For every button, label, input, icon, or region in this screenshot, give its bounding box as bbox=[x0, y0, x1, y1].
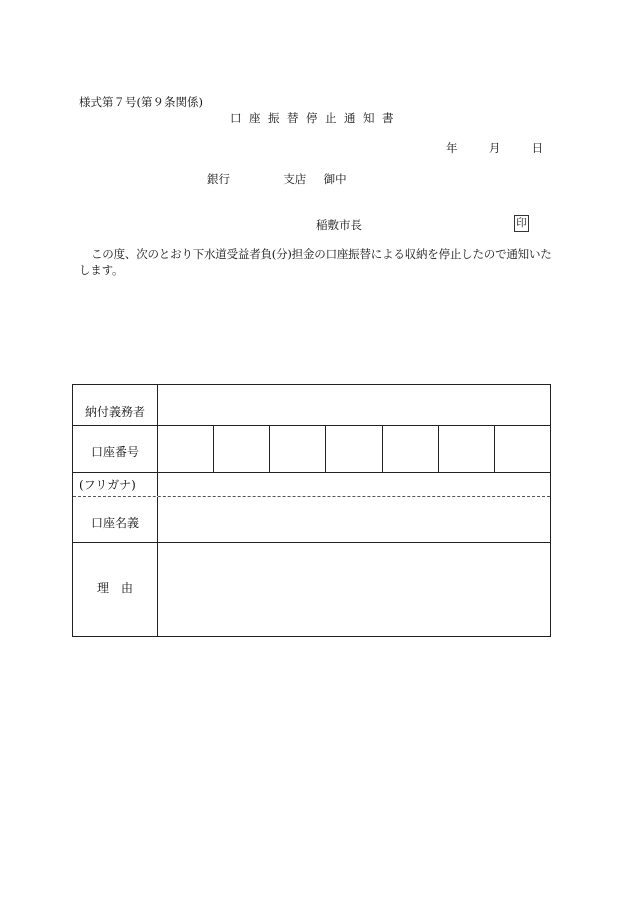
account-digit-cell bbox=[158, 426, 214, 472]
furigana-row bbox=[73, 473, 550, 497]
payer-label: 納付義務者 bbox=[84, 405, 145, 419]
reason-label: 理 由 bbox=[96, 581, 133, 595]
account-name-row bbox=[73, 497, 550, 543]
account-name-label-cell bbox=[73, 497, 158, 542]
account-digit-cell bbox=[326, 426, 382, 472]
furigana-label-cell bbox=[73, 473, 158, 496]
seal-mark: 印 bbox=[514, 215, 529, 232]
date-line bbox=[446, 140, 543, 156]
furigana-label: (フリガナ) bbox=[79, 478, 136, 492]
date-day-label: 日 bbox=[531, 141, 544, 155]
account-digit-cell bbox=[439, 426, 495, 472]
account-digit-cell bbox=[270, 426, 326, 472]
reason-label-cell bbox=[73, 543, 158, 636]
account-digit-cell bbox=[214, 426, 270, 472]
account-name-label: 口座名義 bbox=[90, 516, 139, 530]
account-number-label: 口座番号 bbox=[90, 445, 139, 459]
account-number-row bbox=[73, 426, 550, 473]
honorific-label: 御中 bbox=[323, 172, 347, 186]
account-digit-cell bbox=[495, 426, 550, 472]
account-number-cells bbox=[158, 426, 550, 472]
date-month-label: 月 bbox=[488, 141, 501, 155]
addressee-line bbox=[207, 171, 347, 187]
bank-label: 銀行 bbox=[207, 172, 230, 186]
account-number-label-cell bbox=[73, 426, 158, 472]
sender-name: 稲敷市長 bbox=[316, 218, 362, 232]
notice-body-text: この度、次のとおり下水道受益者負(分)担金の口座振替による収納を停止したので通知いたします。 bbox=[79, 247, 552, 277]
payer-row bbox=[73, 385, 550, 426]
date-year-label: 年 bbox=[446, 141, 458, 155]
reason-row bbox=[73, 543, 550, 636]
form-number-label: 様式第７号(第９条関係) bbox=[79, 95, 203, 109]
account-digit-cell bbox=[383, 426, 439, 472]
branch-label: 支店 bbox=[283, 172, 307, 186]
payer-label-cell bbox=[73, 385, 158, 425]
document-title: 口座振替停止通知書 bbox=[230, 111, 401, 125]
notice-info-table bbox=[72, 384, 551, 637]
